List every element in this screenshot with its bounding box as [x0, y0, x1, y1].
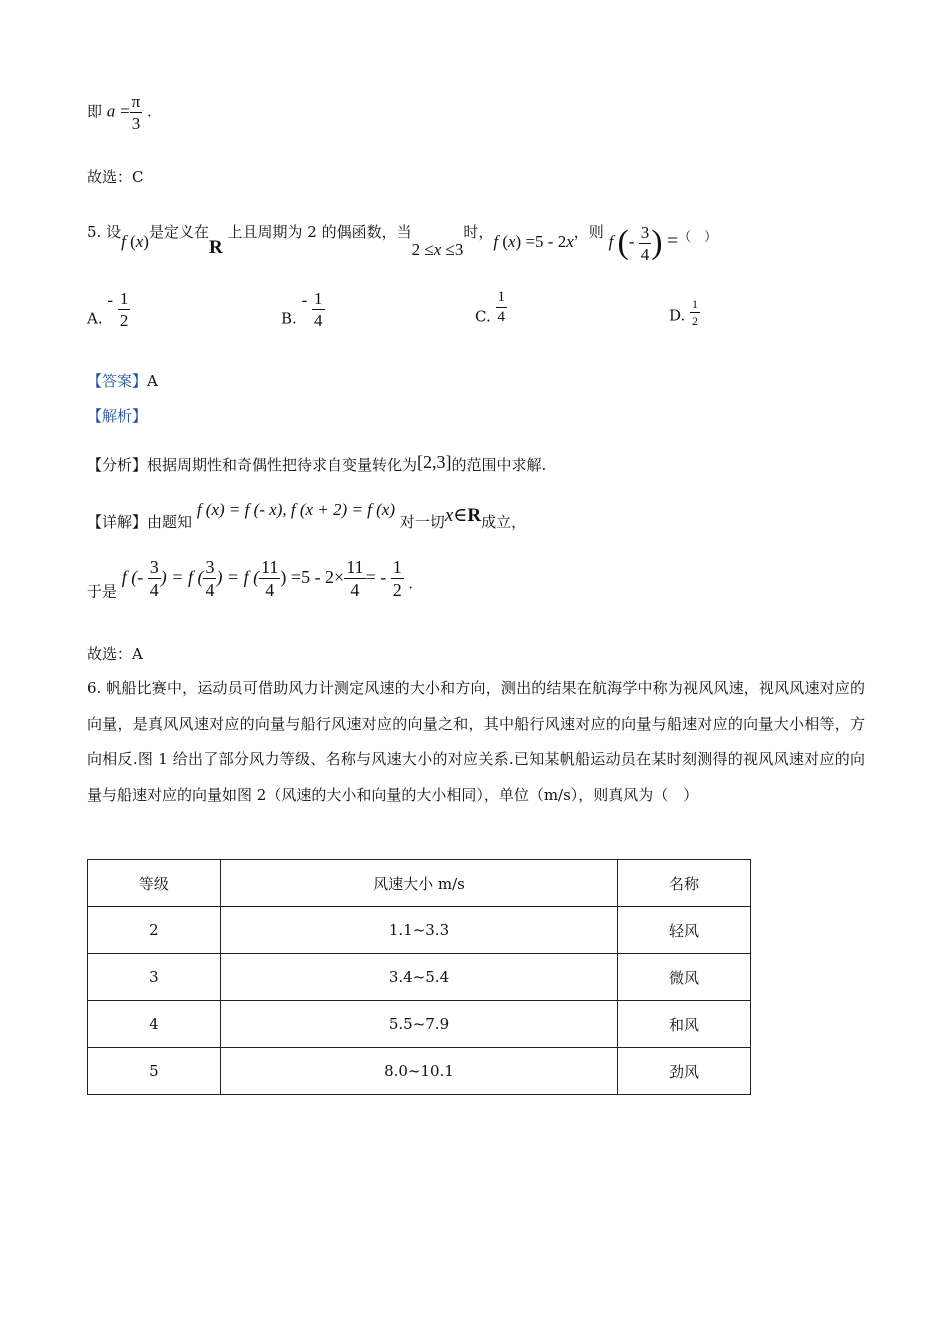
q5-conclusion: 故选：A	[87, 645, 143, 663]
domain-condition: 2 ≤x ≤3	[411, 240, 464, 259]
fenxi-line: 【分析】根据周期性和奇偶性把待求自变量转化为[2,3]的范围中求解.	[87, 452, 547, 474]
header-name: 名称	[618, 860, 751, 907]
wind-level-table	[87, 859, 751, 1095]
header-level: 等级	[88, 860, 221, 907]
answer-tag: 【答案】	[87, 372, 148, 390]
header-speed: 风速大小 m/s	[220, 860, 617, 907]
f-of-x: f (x)	[121, 232, 149, 251]
option-b[interactable]: B. - $\frac{1}{4}$	[281, 289, 323, 330]
xiangjie-tag: 【详解】	[87, 513, 148, 531]
function-definition: f (x) =5 - 2x	[493, 232, 574, 251]
option-d-fraction: $\frac{1}{2}$	[692, 297, 699, 328]
pi-over-3-fraction: $\frac{\pi}{3}$	[131, 92, 141, 133]
table-row: 3 3.4~5.4 微风	[88, 954, 751, 1001]
equals: =	[120, 101, 130, 121]
q6-stem: 6. 帆船比赛中，运动员可借助风力计测定风速的大小和方向，测出的结果在航海学中称为视风风速，视风风速对应的向量，是真风风速对应的向量与船行风速对应的向量之和，其中船行风速对应的向量与船速对应的向量大小相等，方向相反.图 1 给出了部分风力等级、名称与风速大小的对应关系.已知某帆船运动员在某时刻测得的视风风速对应的向量与船速对应的向量如图 2（风速的大小和向量的大小相同），单位（m/s），则真风为（ ）	[87, 679, 865, 804]
answer-line	[87, 371, 158, 391]
calc-formula: f (- $\frac{3}{4}$ ) = f ( $\frac{3}{4}$ ) = f ( $\frac{11}{4}$ ) =5 - 2× $\frac{11}{4}$ = - $\frac{1}{2}$	[121, 557, 402, 600]
fenxi-tag: 【分析】	[87, 456, 148, 474]
table-row: 4 5.5~7.9 和风	[88, 1001, 751, 1048]
option-a-fraction: $\frac{1}{2}$	[119, 289, 129, 330]
real-set-R: R	[208, 237, 223, 258]
real-set-R: R	[467, 505, 482, 526]
option-c[interactable]: C. $\frac{1}{4}$	[475, 289, 505, 326]
table-header-row	[88, 860, 751, 907]
parity-periodicity-formula: f (x) = f (- x), f (x + 2) = f (x)	[196, 500, 396, 519]
answer-value: A	[147, 372, 158, 390]
table-row: 5 8.0~10.1 劲风	[88, 1048, 751, 1095]
xiangjie-line: 【详解】由题知 f (x) = f (- x), f (x + 2) = f (x) 对一切x∈R成立，	[87, 500, 527, 531]
calc-line: 于是 f (- $\frac{3}{4}$ ) = f ( $\frac{3}{4}$ ) = f ( $\frac{11}{4}$ ) =5 - 2× $\frac{11}{4}$ = - $\frac{1}{2}$ .	[87, 557, 413, 601]
option-d[interactable]: D. $\frac{1}{2}$	[669, 297, 699, 328]
prev-conclusion: 故选：C	[87, 168, 144, 186]
q5-stem: 5. 设f (x)是定义在R 上且周期为 2 的偶函数，当2 ≤x ≤3时，f (x) =5 - 2x，则 f (- $\frac{3}{4}$ ) =（ ）	[87, 222, 718, 264]
interval-2-3: [2,3]	[417, 452, 452, 472]
table-row: 2 1.1~3.3 轻风	[88, 907, 751, 954]
var-a: a	[106, 101, 116, 121]
f-of-neg-three-fourths: f (- $\frac{3}{4}$ ) =	[608, 222, 679, 264]
prev-solution-line: 即 a = $\frac{\pi}{3}$ .	[87, 92, 152, 133]
option-c-fraction: $\frac{1}{4}$	[497, 289, 505, 325]
prev-solution-prefix: 即	[87, 102, 103, 121]
analysis-tag: 【解析】	[87, 407, 148, 425]
option-a[interactable]: A. - $\frac{1}{2}$	[87, 289, 129, 330]
option-b-fraction: $\frac{1}{4}$	[314, 289, 323, 330]
